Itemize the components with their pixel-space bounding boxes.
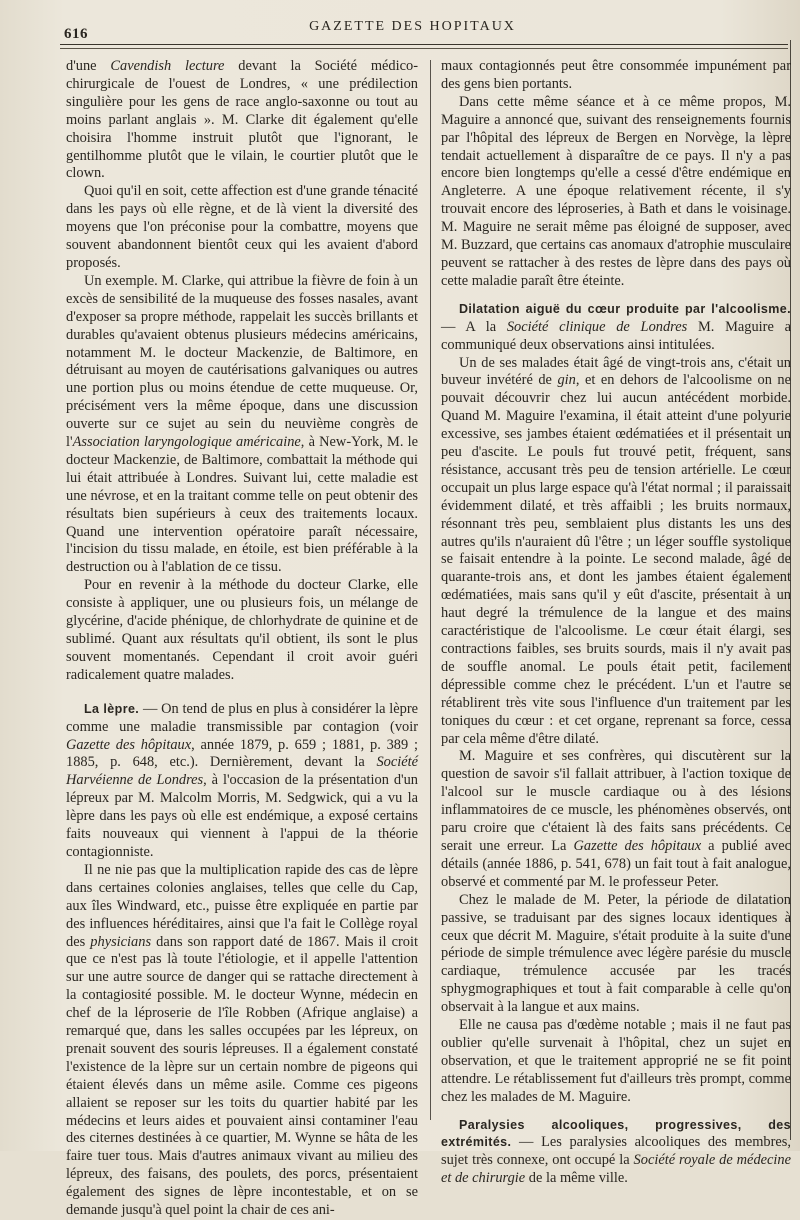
text-run: , à New-York, M. le docteur Mackenzie, de Baltimore, combattait la méthode qui lui était attribuée à Londres. Suivant lui, cette maladie est une névrose, et en la traitant comme telle on peut obtenir des résultats bien supérieurs à ceux des traitements locaux. Quand une intervention opératoire paraît nécessaire, l'incision du tissu malade, en étoile, est bien préférable à la destruction ou à l'ablation de ce tissu.	[66, 434, 418, 576]
text-run: devant la Société médico-chirurgicale de l'ouest de Londres, « une prédilection singulière pour les gens de race anglo-saxonne ou tout au moins parlant anglais ». M. Clarke dit également qu'elle choisira l'homme instruit plutôt que l'ignorant, le gentilhomme plutôt que le vilain, le courtier plutôt que le clown.	[66, 58, 418, 182]
paragraph-maguire-norway: Dans cette même séance et à ce même propos, M. Maguire a annoncé que, suivant des renseignements fournis par l'hôpital des lépreux de Bergen en Norvège, la lèpre tendait actuellement à disparaître de ce pays. Il n'y a pas encore bien longtemps qu'elle a cessé d'être endémique en Angleterre. A une époque relativement récente, il s'y trouvait encore des léproseries, à Bath et dans le voisinage. M. Maguire ne serait même pas éloigné de supposer, avec M. Buzzard, que certains cas anomaux d'atrophie musculaire peuvent se rattacher à des restes de lèpre dans des pays où cette maladie paraît être éteinte.	[441, 93, 791, 289]
italic-run: gin	[557, 372, 576, 389]
header-rule	[60, 44, 788, 45]
column-divider	[430, 60, 431, 1120]
italic-run: Gazette des hôpitaux	[66, 736, 192, 753]
italic-run: Gazette des hôpitaux	[573, 837, 702, 854]
text-run: , à l'occasion de la présentation d'un lépreux par M. Malcolm Morris, M. Sedgwick, qui a vu la lèpre dans les pays où elle est endémique, a exposé certains faits nouveaux qui viennent à l'appui de la théorie contagionniste.	[66, 772, 418, 860]
text-run: — Les paralysies alcooliques des membres, sujet très connexe, ont occupé la	[441, 1134, 791, 1169]
text-run: — On tend de plus en plus à considérer la lèpre comme une maladie transmissible par contagion (voir	[66, 700, 418, 735]
section-gap	[441, 291, 791, 301]
italic-run: Société clinique de Londres	[506, 318, 688, 335]
paragraph-continuation: maux contagionnés peut être consommée impunément par des gens bien portants.	[441, 58, 791, 92]
text-run: , et en dehors de l'alcoolisme on ne pouvait découvrir chez lui aucun antécédent morbide. Quand M. Maguire l'examina, il était atteint d'une polyurie excessive, ses jambes étaient œdématiées et il présentait un peu d'ascite. Le pouls fut trouvé petit, fréquent, sans résistance, accusant très peu de tension artérielle. Le cœur occupait un plus large espace qu'à l'état normal ; il paraissait évidemment dilaté, et très affaibli ; les bruits normaux, résonnant très peu, semblaient plus distants les uns des autres qu'ils n'auraient dû l'être ; un léger souffle systolique se faisait entendre à la pointe. Le second malade, âgé de quarante-trois ans, et dont les jambes étaient également œdématiées, mais sans qu'il y eût d'ascite, présentait à un haut degré la trémulence de la langue et des mains caractéristique de l'alcoolisme. Le cœur était élargi, ses contractions faibles, ses bruits sourds, mais il n'y avait pas de souffle anomal. Le pouls était petit, facilement dépressible comme chez le précédent. L'un et l'autre se rétablirent très vite sous l'influence d'un traitement par les toniques du cœur : et cet organe, reprenant sa force, cessa par cela même d'être dilaté.	[441, 372, 791, 747]
paragraph-hay-fever-intro	[66, 58, 418, 183]
text-run: Il ne nie pas que la multiplication rapide des cas de lèpre dans certaines colonies anglaises, telles que celle du Cap, aux îles Windward, etc., puisse être expliquée en partie par des influences héréditaires, ainsi que l'a fait le Collège royal des	[66, 861, 418, 950]
journal-title: GAZETTE DES HOPITAUX	[309, 19, 516, 34]
text-run: dans son rapport daté de 1867. Mais il croit que ce n'est pas là toute l'étiologie, et il appelle l'attention sur une autre source de danger qui se rattache directement à la contagiosité possible. M. le docteur Wynne, médecin en chef de la léproserie de l'île Robben (Afrique anglaise) a remarqué que, dans les salles occupées par les lépreux, on prenait souvent des souris lépreuses. Il a également constaté l'existence de la lèpre sur un certain nombre de pigeons qui étaient élevés dans un même asile. Comme ces pigeons allaient se reposer sur les toits du quartier habité par les médecins et leurs aides et pouvaient ainsi contaminer l'eau des citernes destinées à ce quartier, M. Wynne se hâta de les faire tuer tous. Mais d'autres animaux vivant au milieu des lépreux, des faisans, des poulets, des porcs, présentaient également des signes de lèpre incontestable, et on se demande jusqu'à quel point la chair de ces ani-	[66, 933, 419, 1219]
right-column	[441, 58, 791, 1188]
text-run: M. Maguire et ses confrères, qui discutèrent sur la question de savoir s'il fallait attribuer, à l'action toxique de l'alcool sur le muscle cardiaque ou à des lésions inflammatoires de ce muscle, les phénomènes observés, ont paru croire que c'étaient là des faits sans précédents. Ce serait une erreur. La	[441, 748, 791, 854]
section-gap	[66, 685, 418, 701]
text-run: d'une	[66, 58, 111, 74]
italic-run: Société royale de médecine et de chirurgie	[441, 1152, 791, 1187]
text-run: M. Maguire a communiqué deux observations ainsi intitulées.	[441, 318, 791, 353]
italic-run: Société Harvéienne de Londres	[66, 754, 418, 789]
section-heading-lepre: La lèpre.	[84, 701, 140, 716]
paragraph-example	[66, 273, 418, 577]
paragraph-dilatation	[441, 301, 791, 355]
section-heading-paralysies: Paralysies alcooliques, progressives, des extrémités.	[441, 1117, 791, 1150]
page-number: 616	[64, 26, 88, 42]
section-heading-dilatation: Dilatation aiguë du cœur produite par l'alcoolisme.	[459, 301, 791, 316]
paragraph-lepre	[66, 701, 418, 862]
italic-run: Cavendish lecture	[110, 58, 225, 74]
paragraph-oedema: Elle ne causa pas d'œdème notable ; mais il ne faut pas oublier qu'elle survenait à l'hôpital, chez un sujet en observation, et que le traitement approprié ne se fit point attendre. Le rétablissement fut d'ailleurs très prompt, comme chez les malades de M. Maguire.	[441, 1017, 791, 1105]
paragraph-paralysies	[441, 1117, 791, 1189]
paragraph-clarke-method: Pour en revenir à la méthode du docteur Clarke, elle consiste à appliquer, une ou plusieurs fois, un mélange de glycérine, d'acide phénique, de chlorhydrate de quinine et de sublimé. Quant aux résultats qu'il obtient, ils sont le plus souvent momentanés. Cependant il croit avoir guéri radicalement quatre malades.	[66, 577, 418, 683]
header-rule-thin	[60, 48, 788, 49]
page-header	[40, 14, 785, 48]
section-gap	[441, 1107, 791, 1117]
paragraph-peter-case: Chez le malade de M. Peter, la période de dilatation passive, se traduisant par des signes locaux identiques à ceux que décrit M. Maguire, s'était produite à la suite d'une période de simple trémulence avec légère parésie du muscle cardiaque, trémulence accusée par les tracés sphygmographiques et tout à fait comparable à celle qu'on observait à la langue et aux mains.	[441, 891, 791, 1016]
text-run: , année 1879, p. 659 ; 1881, p. 389 ; 1885, p. 648, etc.). Dernièrement, devant la	[66, 736, 418, 771]
paragraph-discussion	[441, 748, 791, 891]
text-run: Un exemple. M. Clarke, qui attribue la fièvre de foin à un excès de sensibilité de la muqueuse des fosses nasales, avant d'exposer sa propre méthode, rappelait les succès brillants et durables qu'avaient obtenus plusieurs médecins américains, notamment M. le docteur Mackenzie, de Baltimore, en détruisant au moyen de cautérisations galvaniques ou autres une portion plus ou moins étendue de cette muqueuse. Or, précisément vers la même époque, dans une discussion ouverte sur ce sujet au sein du neuvième congrès de l'	[66, 272, 418, 451]
text-run: — A la	[441, 318, 507, 335]
text-run: a publié avec détails (année 1886, p. 541, 678) un fait tout à fait analogue, observé et commenté par M. le professeur Peter.	[441, 837, 792, 890]
italic-run: Association laryngologique américaine	[72, 434, 301, 451]
text-run: de la même ville.	[525, 1170, 628, 1187]
italic-run: physicians	[90, 933, 152, 950]
left-column	[66, 58, 418, 1220]
paragraph-cases	[441, 355, 791, 749]
paragraph-heredity	[66, 862, 418, 1220]
paragraph-tenacity: Quoi qu'il en soit, cette affection est d'une grande ténacité dans les pays où elle règne, et de là vient la diversité des moyens que l'on préconise pour la combattre, moyens que souvent abandonnent bientôt ceux qui les avaient d'abord proposés.	[66, 183, 418, 271]
text-run: Un de ses malades était âgé de vingt-trois ans, c'était un buveur invétéré de	[441, 354, 791, 389]
